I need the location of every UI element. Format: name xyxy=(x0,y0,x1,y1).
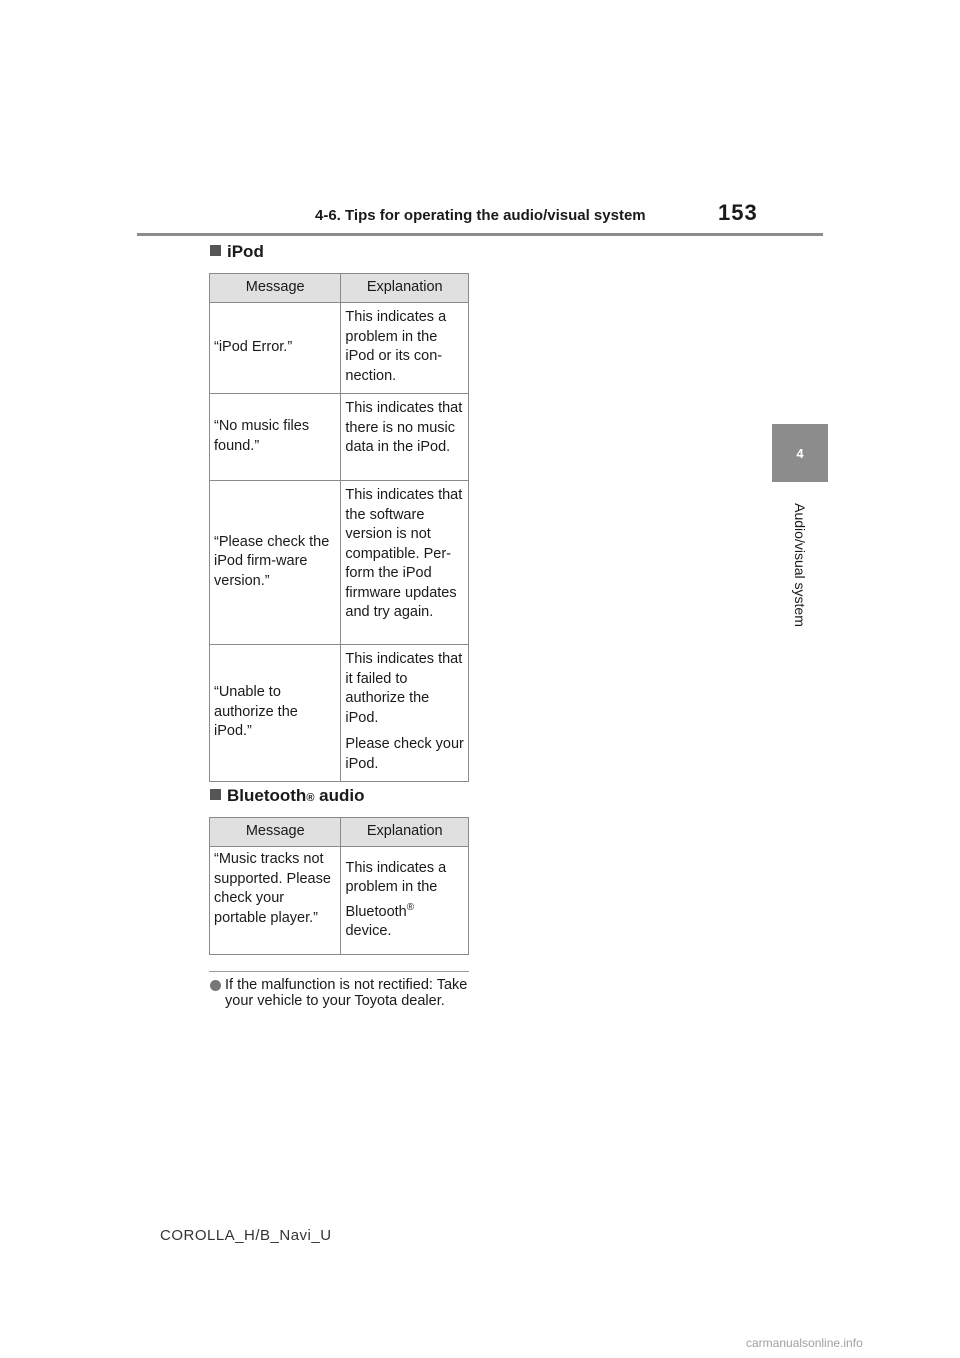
ipod-heading xyxy=(210,242,264,262)
column-header-message: Message xyxy=(210,818,341,847)
message-cell: “iPod Error.” xyxy=(210,303,341,394)
bluetooth-message-table xyxy=(209,817,469,955)
explanation-text: This indicates a problem in the iPod or its con-nection. xyxy=(345,309,447,384)
ipod-message-table xyxy=(209,273,469,782)
explanation-text: This indicates that there is no music data in the iPod. xyxy=(345,400,463,455)
explanation-text: This indicates that it failed to authorize the iPod. xyxy=(345,651,463,726)
table-header-row xyxy=(210,818,469,847)
square-bullet-icon xyxy=(210,245,221,256)
circle-bullet-icon xyxy=(210,980,221,991)
message-cell: “Music tracks not supported. Please check your portable player.” xyxy=(210,847,341,955)
explanation-text-suffix: device. xyxy=(345,922,392,939)
table-header-row xyxy=(210,274,469,303)
chapter-tab: 4 xyxy=(772,424,828,482)
explanation-cell xyxy=(341,394,469,481)
column-header-explanation: Explanation xyxy=(341,818,469,847)
message-cell: “Please check the iPod firm-ware version.” xyxy=(210,481,341,645)
message-cell: “No music files found.” xyxy=(210,394,341,481)
footnote xyxy=(210,977,472,1009)
table-row xyxy=(210,394,469,481)
page-number: 153 xyxy=(718,200,758,225)
table-row xyxy=(210,847,469,955)
ipod-heading-text: iPod xyxy=(227,242,264,261)
header-rule xyxy=(137,233,823,236)
explanation-text: This indicates that the software version is not compatible. Per-form the iPod firmware updates and try again. xyxy=(345,487,463,620)
message-cell: “Unable to authorize the iPod.” xyxy=(210,645,341,782)
column-header-explanation: Explanation xyxy=(341,274,469,303)
registered-mark: ® xyxy=(406,901,415,913)
bluetooth-heading-text: Bluetooth xyxy=(227,786,307,805)
explanation-cell xyxy=(341,303,469,394)
watermark: carmanualsonline.info xyxy=(746,1336,863,1350)
explanation-text: Please check your iPod. xyxy=(345,736,464,772)
explanation-text: This indicates a problem in the Bluetooth xyxy=(345,859,447,920)
document-code: COROLLA_H/B_Navi_U xyxy=(160,1227,332,1244)
table-row xyxy=(210,481,469,645)
footnote-rule xyxy=(209,971,469,972)
column-header-message: Message xyxy=(210,274,341,303)
table-row xyxy=(210,303,469,394)
explanation-cell xyxy=(341,645,469,782)
footnote-text: If the malfunction is not rectified: Take your vehicle to your Toyota dealer. xyxy=(225,977,468,1009)
explanation-cell xyxy=(341,481,469,645)
section-title: 4-6. Tips for operating the audio/visual system xyxy=(315,207,646,224)
registered-mark: ® xyxy=(306,792,315,804)
bluetooth-heading xyxy=(210,786,365,806)
chapter-label: Audio/visual system xyxy=(792,503,808,627)
table-row xyxy=(210,645,469,782)
explanation-cell xyxy=(341,847,469,955)
square-bullet-icon xyxy=(210,789,221,800)
bluetooth-heading-suffix: audio xyxy=(314,786,365,805)
